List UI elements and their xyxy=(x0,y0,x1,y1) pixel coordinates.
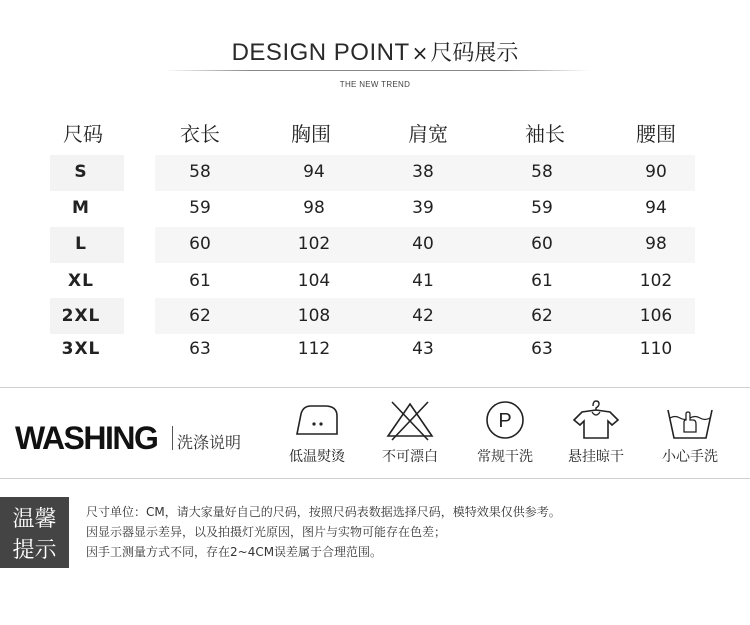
svg-text:P: P xyxy=(498,410,512,432)
do-not-bleach-icon xyxy=(380,398,440,442)
table-cell: 104 xyxy=(297,271,331,291)
table-cell: 102 xyxy=(297,234,331,254)
table-cell: 110 xyxy=(639,339,673,359)
tips-label-line1: 温馨 xyxy=(12,507,57,532)
table-cell: 60 xyxy=(189,234,211,254)
column-header-length: 衣长 xyxy=(180,122,220,146)
table-cell: 102 xyxy=(639,271,673,291)
table-cell: 63 xyxy=(531,339,553,359)
table-cell: 94 xyxy=(303,162,325,182)
table-cell: 112 xyxy=(297,339,331,359)
wash-label: 不可漂白 xyxy=(382,449,438,465)
table-cell: 41 xyxy=(412,271,434,291)
wash-item-hang xyxy=(556,398,636,466)
page-subtitle: THE NEW TREND xyxy=(339,80,411,89)
table-cell: 94 xyxy=(645,198,667,218)
wash-item-iron xyxy=(277,398,357,466)
table-cell: 98 xyxy=(645,234,667,254)
tips-label-line2: 提示 xyxy=(12,538,57,563)
wash-label: 小心手洗 xyxy=(662,449,718,465)
table-cell: 43 xyxy=(412,339,434,359)
hang-dry-icon xyxy=(566,398,626,442)
table-cell: 42 xyxy=(412,306,434,326)
table-cell: 61 xyxy=(531,271,553,291)
column-header-chest: 胸围 xyxy=(291,122,331,146)
low-temperature-iron-icon xyxy=(287,398,347,442)
washing-subtitle: 洗涤说明 xyxy=(177,433,242,452)
size-label: 2XL xyxy=(61,306,101,326)
table-cell: 59 xyxy=(531,198,553,218)
wash-item-handwash xyxy=(650,398,730,466)
size-label: 3XL xyxy=(61,339,101,359)
table-cell: 62 xyxy=(531,306,553,326)
wash-label: 悬挂晾干 xyxy=(568,449,624,465)
table-cell: 58 xyxy=(531,162,553,182)
table-cell: 90 xyxy=(645,162,667,182)
wash-label: 常规干洗 xyxy=(477,449,533,465)
column-header-shoulder: 肩宽 xyxy=(408,122,448,146)
table-cell: 58 xyxy=(189,162,211,182)
page-title-cn: 尺码展示 xyxy=(430,41,519,66)
dry-clean-icon xyxy=(475,398,535,442)
washing-title: WASHING xyxy=(15,420,158,456)
size-label: M xyxy=(72,198,90,218)
table-cell: 108 xyxy=(297,306,331,326)
size-label: L xyxy=(75,234,87,254)
tips-badge xyxy=(0,497,69,568)
tips-line: 尺寸单位：CM，请大家量好自己的尺码，按照尺码表数据选择尺码，模特效果仅供参考。 xyxy=(86,505,561,519)
table-cell: 61 xyxy=(189,271,211,291)
washing-divider xyxy=(172,426,173,450)
washing-section xyxy=(0,387,750,479)
tips-line: 因手工测量方式不同，存在2~4CM误差属于合理范围。 xyxy=(86,545,383,559)
page-title: DESIGN POINT xyxy=(231,39,410,66)
tips-line: 因显示器显示差异，以及拍摄灯光原因，图片与实物可能存在色差； xyxy=(86,525,447,539)
table-cell: 39 xyxy=(412,198,434,218)
table-cell: 59 xyxy=(189,198,211,218)
wash-item-dryclean xyxy=(465,398,545,466)
wash-item-bleach xyxy=(370,398,450,466)
table-cell: 60 xyxy=(531,234,553,254)
table-cell: 40 xyxy=(412,234,434,254)
table-cell: 98 xyxy=(303,198,325,218)
size-label: XL xyxy=(68,271,94,291)
column-header-size: 尺码 xyxy=(63,122,103,146)
title-separator: × xyxy=(411,41,429,65)
table-cell: 62 xyxy=(189,306,211,326)
table-cell: 38 xyxy=(412,162,434,182)
column-header-sleeve: 袖长 xyxy=(525,122,565,146)
column-header-waist: 腰围 xyxy=(636,122,676,146)
table-cell: 63 xyxy=(189,339,211,359)
wash-label: 低温熨烫 xyxy=(289,449,345,465)
table-cell: 106 xyxy=(639,306,673,326)
size-label: S xyxy=(74,162,88,182)
hand-wash-icon xyxy=(660,398,720,442)
